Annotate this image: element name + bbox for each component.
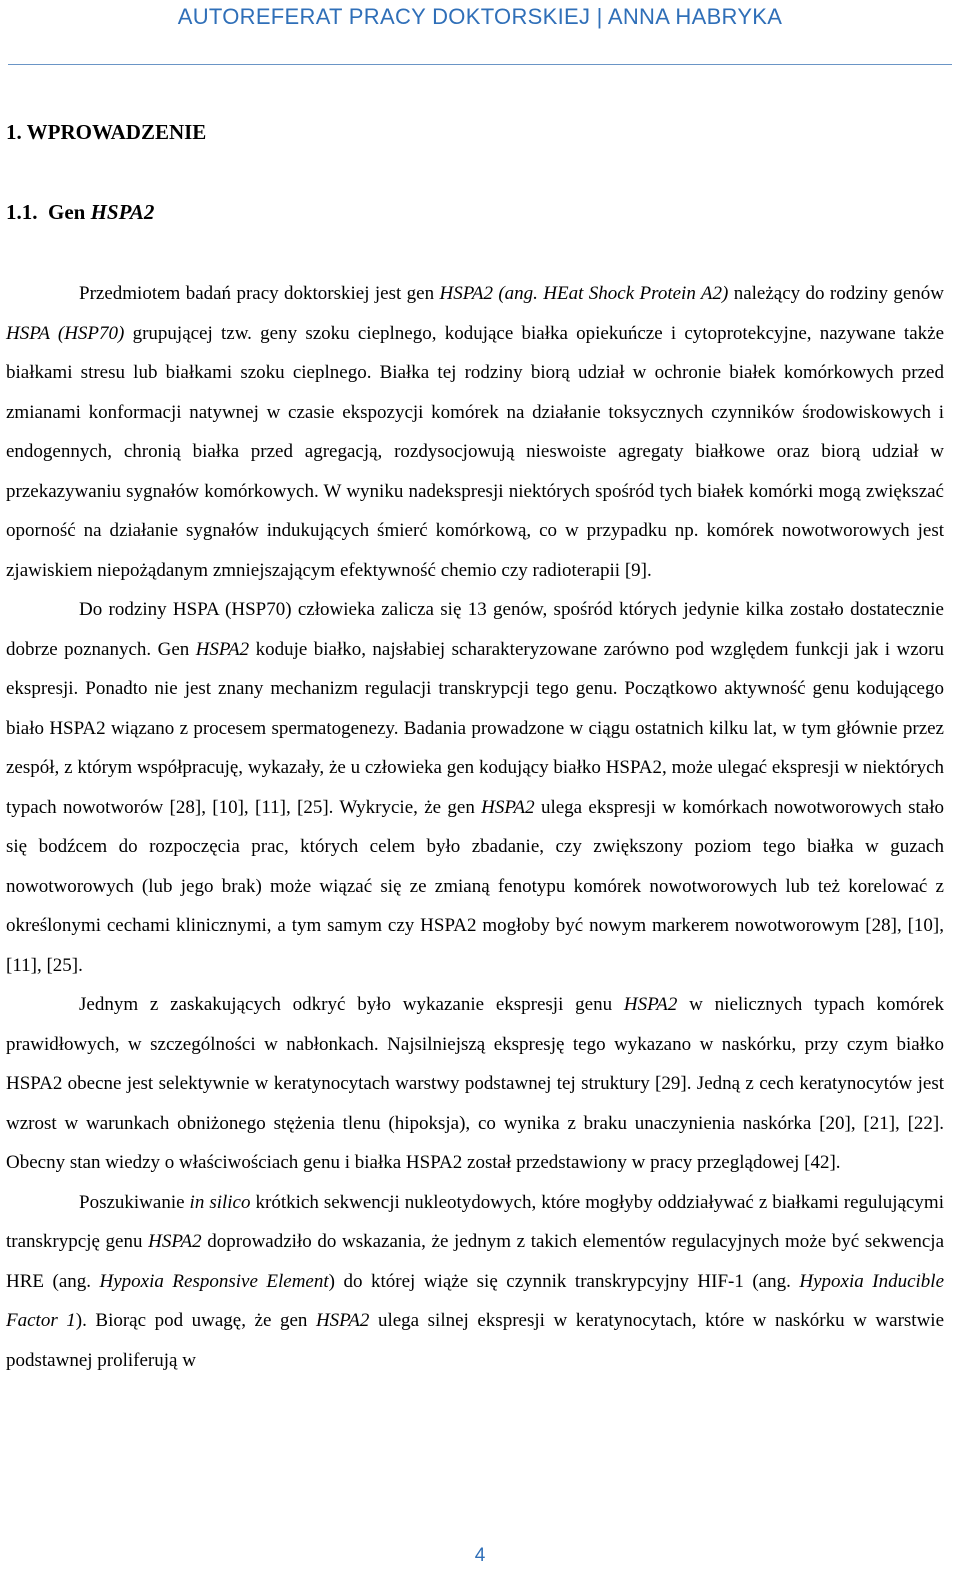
text-run: Przedmiotem badań pracy doktorskiej jest gen [79, 283, 440, 304]
subsection-label: Gen [48, 200, 86, 224]
text-run: Jednym z zaskakujących odkryć było wykazanie ekspresji genu [79, 994, 624, 1015]
text-run: HSPA2 (ang. HEat Shock Protein A2) [439, 283, 729, 304]
running-header: AUTOREFERAT PRACY DOKTORSKIEJ | ANNA HABRYKA [177, 4, 783, 29]
text-run: Hypoxia Inducible Factor 1 [6, 1270, 945, 1331]
text-run: HSPA2 [481, 796, 535, 818]
text-run: HSPA2 [195, 638, 250, 660]
text-run: należący do rodziny genów [728, 283, 944, 304]
text-run: krótkich sekwencji nukleotydowych, które mogłyby oddziaływać z białkami regulującymi transkrypcję genu [6, 1191, 944, 1252]
section-heading: 1. WPROWADZENIE [6, 120, 207, 144]
subsection-number: 1.1. [6, 200, 38, 224]
text-run: ) do której wiąże się czynnik transkrypcyjny HIF-1 (ang. [328, 1270, 800, 1292]
header-divider [8, 64, 952, 65]
subsection-gene: HSPA2 [90, 200, 155, 224]
paragraph-4 [6, 1183, 944, 1381]
text-run: in silico [189, 1191, 251, 1213]
paragraph-2 [6, 590, 944, 985]
text-run: HSPA (HSP70) [6, 322, 125, 344]
paragraph-1 [6, 274, 944, 590]
text-run: HSPA2 [148, 1231, 202, 1252]
text-run: ulega silnej ekspresji w keratynocytach, które w naskórku w warstwie podstawnej proliferują w [6, 1310, 945, 1371]
text-run: HSPA2 [623, 994, 678, 1015]
text-run: koduje białko, najsłabiej scharakteryzowane zarówno pod względem funkcji jak i wzoru ekspresji. Ponadto nie jest znany mechanizm regulacji transkrypcji tego genu. Początkowo aktywność genu kodującego biało HSPA2 wiązano z procesem spermatogenezy. Badania prowadzone w ciągu ostatnich kilku lat, w tym głównie przez zespół, z którym współpracuję, wykazały, że u człowieka gen kodujący białko HSPA2, może ulegać ekspresji w niektórych typach nowotworów [28], [10], [11], [25]. Wykrycie, że gen [6, 638, 944, 818]
text-run: ). Biorąc pod uwagę, że gen [75, 1310, 316, 1331]
paragraph-3 [6, 985, 944, 1183]
text-run: w nielicznych typach komórek prawidłowych, w szczególności w nabłonkach. Najsilniejszą ekspresję tego wykazano w naskórku, przy czym białko HSPA2 obecne jest selektywnie w keratynocytach warstwy podstawnej tej struktury [29]. Jedną z cech keratynocytów jest wzrost w warunkach obniżonego stężenia tlenu (hipoksja), co wynika z braku unaczynienia naskórka [20], [21], [22]. Obecny stan wiedzy o właściwościach genu i białka HSPA2 został przedstawiony w pracy przeglądowej [42]. [6, 994, 944, 1173]
text-run: ulega ekspresji w komórkach nowotworowych stało się bodźcem do rozpoczęcia prac, których celem było zbadanie, czy zwiększony poziom tego białka w guzach nowotworowych (lub jego brak) może wiązać się ze zmianą fenotypu komórek nowotworowych lub też korelować z określonymi cechami klinicznymi, a tym samym czy HSPA2 mogłoby być nowym markerem nowotworowym [28], [10], [11], [25]. [6, 796, 945, 976]
page-number: 4 [474, 1545, 486, 1566]
subsection-heading [6, 200, 154, 225]
text-run: Hypoxia Responsive Element [99, 1270, 329, 1292]
text-run: Poszukiwanie [79, 1191, 190, 1213]
text-run: grupującej tzw. geny szoku cieplnego, kodujące białka opiekuńcze i cytoprotekcyjne, nazywane także białkami stresu lub białkami szoku cieplnego. Białka tej rodziny biorą udział w ochronie białek komórkowych przed zmianami konformacji natywnej w czasie ekspozycji komórek na działanie toksycznych czynników środowiskowych i endogennych, chronią białka przed agregacją, rozdysocjowują nieswoiste agregaty białkowe oraz biorą udział w przekazywaniu sygnałów komórkowych. W wyniku nadekspresji niektórych spośród tych białek komórki mogą zwiększać oporność na działanie sygnałów indukujących śmierć komórkową, co w przypadku np. komórek nowotworowych jest zjawiskiem niepożądanym zmniejszającym efektywność chemio czy radioterapii [9]. [6, 322, 944, 581]
text-run: Do rodziny HSPA (HSP70) człowieka zalicza się 13 genów, spośród których jedynie kilka zostało dostatecznie dobrze poznanych. Gen [6, 599, 944, 660]
text-run: HSPA2 [315, 1310, 370, 1331]
body-text [6, 274, 944, 1380]
text-run: doprowadziło do wskazania, że jednym z takich elementów regulacyjnych może być sekwencja HRE (ang. [6, 1231, 944, 1292]
